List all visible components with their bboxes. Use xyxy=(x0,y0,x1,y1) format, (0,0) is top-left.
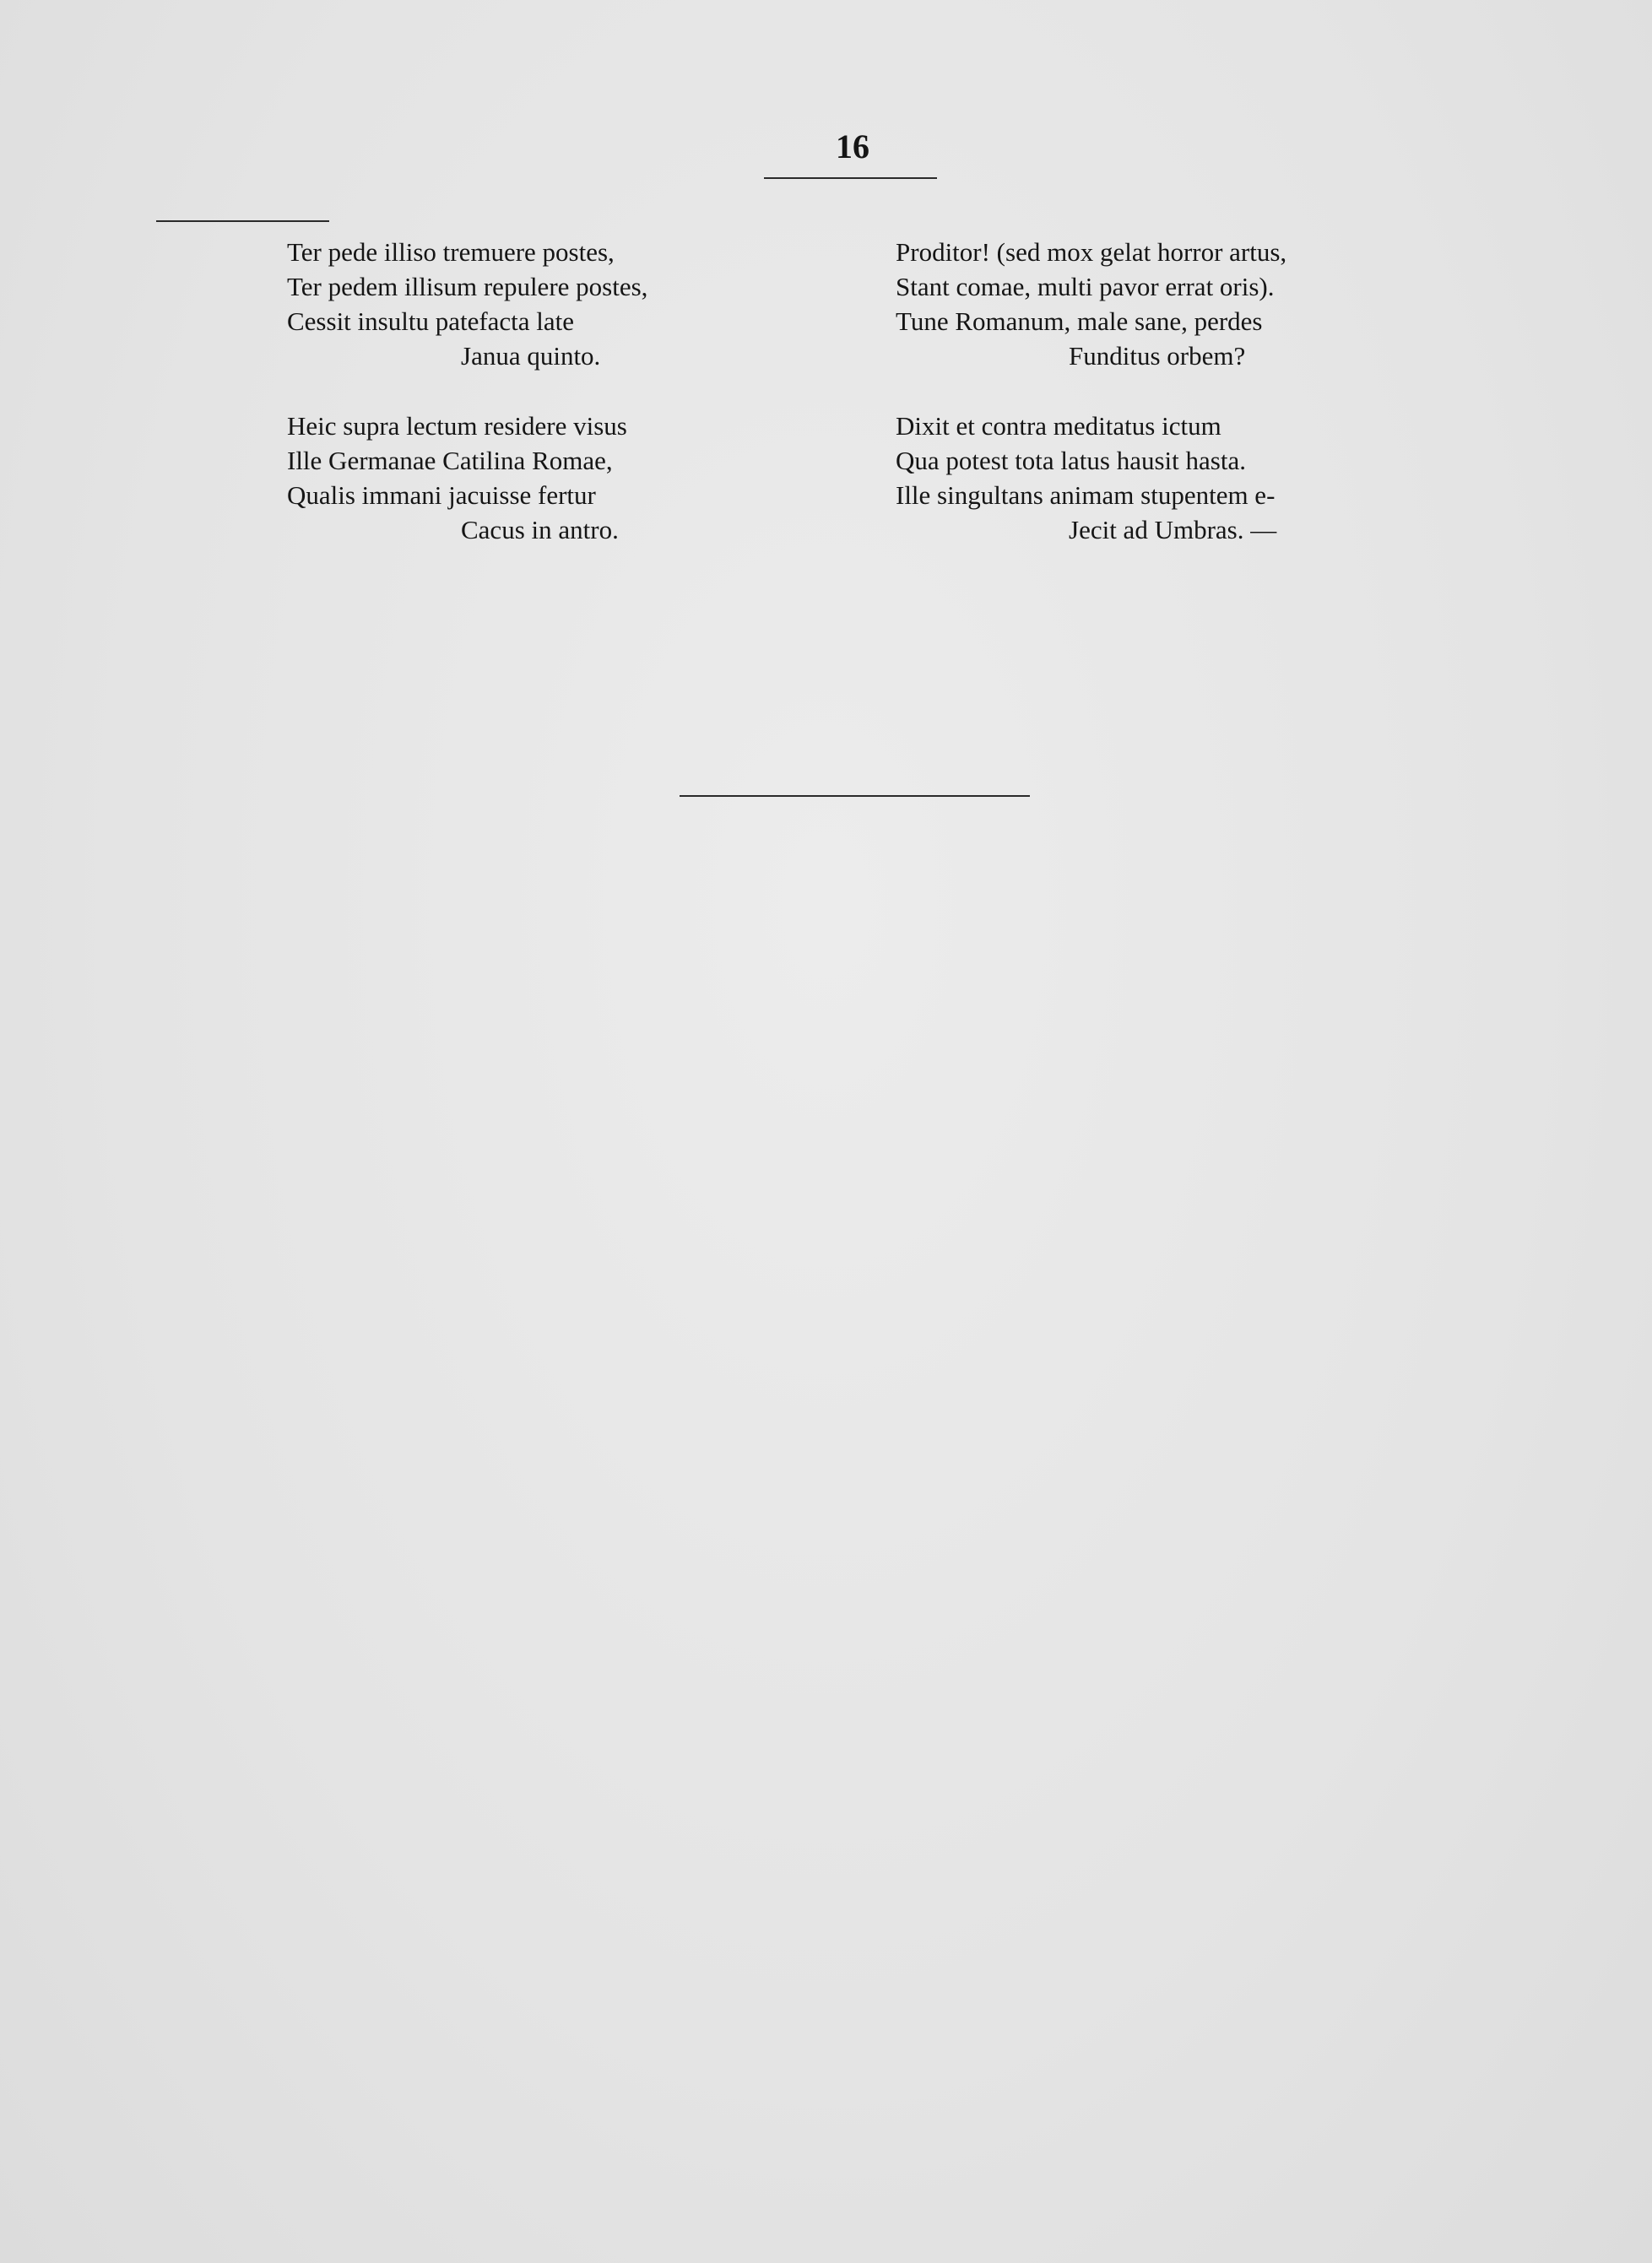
verse-line-indented: Janua quinto. xyxy=(461,341,601,371)
verse-line: Heic supra lectum residere visus xyxy=(287,411,627,441)
verse-line: Qualis immani jacuisse fertur xyxy=(287,480,596,510)
right-stanza-2 xyxy=(896,409,1419,547)
left-stanza-2 xyxy=(287,409,810,547)
top-left-rule xyxy=(156,220,329,222)
verse-line: Proditor! (sed mox gelat horror artus, xyxy=(896,237,1287,267)
verse-line-indented: Funditus orbem? xyxy=(1069,341,1246,371)
section-end-rule xyxy=(680,795,1030,797)
page-number-rule xyxy=(764,177,937,179)
verse-line: Qua potest tota latus hausit hasta. xyxy=(896,446,1246,475)
page-number: 16 xyxy=(836,127,869,165)
left-stanza-1 xyxy=(287,235,810,373)
verse-line: Tune Romanum, male sane, perdes xyxy=(896,306,1263,336)
verse-line-indented: Jecit ad Umbras. — xyxy=(1069,515,1277,544)
verse-line: Ter pedem illisum repulere postes, xyxy=(287,272,648,301)
right-stanza-1 xyxy=(896,235,1419,373)
verse-line: Stant comae, multi pavor errat oris). xyxy=(896,272,1275,301)
verse-line-indented: Cacus in antro. xyxy=(461,515,619,544)
verse-line: Ille singultans animam stupentem e- xyxy=(896,480,1276,510)
right-poem-column xyxy=(896,235,1419,582)
verse-line: Ille Germanae Catilina Romae, xyxy=(287,446,613,475)
verse-line: Cessit insultu patefacta late xyxy=(287,306,575,336)
verse-line: Dixit et contra meditatus ictum xyxy=(896,411,1221,441)
left-poem-column xyxy=(287,235,810,582)
verse-line: Ter pede illiso tremuere postes, xyxy=(287,237,615,267)
